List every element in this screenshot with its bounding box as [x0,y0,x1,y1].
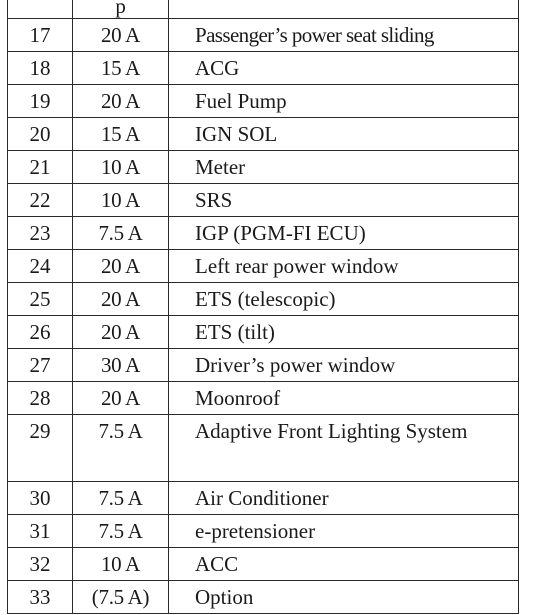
fuse-amperage: 15 A [73,52,169,85]
fuse-amperage: 20 A [73,316,169,349]
fuse-number: 21 [8,151,73,184]
fuse-number: 33 [8,581,73,614]
fuse-circuit: Air Conditioner [169,482,519,515]
fuse-circuit: Driver’s power window [169,349,519,382]
fuse-table [7,0,519,614]
fuse-amperage: 20 A [73,283,169,316]
table-row [8,52,519,85]
table-header-row [8,0,519,19]
fuse-amperage: 7.5 A [73,482,169,515]
table-row [8,19,519,52]
fuse-circuit: Moonroof [169,382,519,415]
fuse-amperage: 20 A [73,19,169,52]
fuse-number: 18 [8,52,73,85]
fuse-number: 23 [8,217,73,250]
header-cell-number [8,0,73,19]
fuse-amperage: 20 A [73,382,169,415]
fuse-number: 28 [8,382,73,415]
header-amps-fragment: p [115,0,126,18]
fuse-circuit: IGP (PGM-FI ECU) [169,217,519,250]
fuse-amperage: 7.5 A [73,217,169,250]
fuse-amperage: 7.5 A [73,415,169,482]
header-cell-amps [73,0,169,19]
fuse-amperage: 10 A [73,548,169,581]
table-row [8,151,519,184]
fuse-circuit: ETS (telescopic) [169,283,519,316]
table-row [8,118,519,151]
fuse-amperage: 15 A [73,118,169,151]
fuse-amperage: 30 A [73,349,169,382]
table-row [8,184,519,217]
fuse-number: 30 [8,482,73,515]
fuse-circuit: ETS (tilt) [169,316,519,349]
fuse-number: 24 [8,250,73,283]
header-cell-circuit [169,0,519,19]
fuse-amperage: (7.5 A) [73,581,169,614]
fuse-number: 29 [8,415,73,482]
table-row [8,316,519,349]
fuse-amperage: 7.5 A [73,515,169,548]
fuse-number: 26 [8,316,73,349]
table-row [8,250,519,283]
table-row [8,382,519,415]
table-row [8,515,519,548]
fuse-number: 25 [8,283,73,316]
fuse-circuit: SRS [169,184,519,217]
fuse-amperage: 10 A [73,184,169,217]
fuse-circuit: Meter [169,151,519,184]
fuse-number: 20 [8,118,73,151]
fuse-number: 27 [8,349,73,382]
fuse-amperage: 20 A [73,85,169,118]
fuse-circuit: ACG [169,52,519,85]
fuse-number: 17 [8,19,73,52]
fuse-amperage: 20 A [73,250,169,283]
fuse-circuit: Option [169,581,519,614]
table-row [8,415,519,482]
table-row [8,349,519,382]
fuse-circuit: IGN SOL [169,118,519,151]
table-row [8,283,519,316]
table-row [8,85,519,118]
fuse-circuit: Passenger’s power seat sliding [169,19,519,52]
fuse-circuit: Adaptive Front Lighting System [169,415,519,482]
fuse-circuit: e-pretensioner [169,515,519,548]
fuse-circuit: Left rear power window [169,250,519,283]
fuse-number: 31 [8,515,73,548]
fuse-amperage: 10 A [73,151,169,184]
fuse-circuit: Fuel Pump [169,85,519,118]
fuse-number: 22 [8,184,73,217]
table-row [8,548,519,581]
fuse-number: 19 [8,85,73,118]
table-row [8,581,519,614]
fuse-number: 32 [8,548,73,581]
table-row [8,217,519,250]
table-row [8,482,519,515]
fuse-circuit: ACC [169,548,519,581]
